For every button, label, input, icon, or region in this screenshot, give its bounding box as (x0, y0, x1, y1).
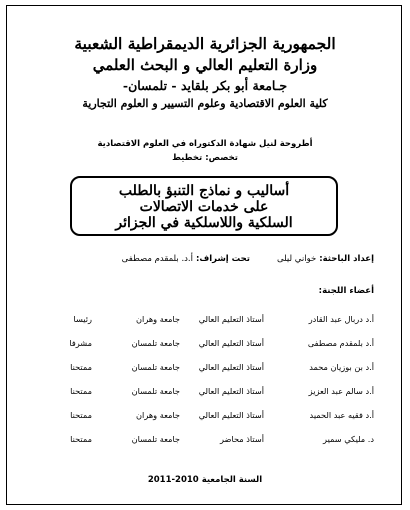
jury-member-name: أ.د دربال عبد القادر (308, 314, 374, 324)
jury-member-university: جامعة تلمسان (131, 362, 180, 372)
jury-member-rank: أستاذ محاضر (220, 434, 264, 444)
jury-member-rank: أستاذ التعليم العالي (198, 314, 264, 324)
prepared-by (277, 254, 374, 264)
jury-member-role: رئيسا (73, 314, 92, 324)
jury-row (0, 338, 410, 352)
jury-member-name: أ.د سالم عبد العزيز (308, 386, 374, 396)
jury-row (0, 434, 410, 448)
jury-member-university: جامعة وهران (136, 314, 180, 324)
jury-row (0, 314, 410, 328)
jury-title: أعضاء اللجنة: (318, 286, 374, 296)
jury-member-role: ممتحنا (70, 410, 92, 420)
jury-member-university: جامعة تلمسان (131, 338, 180, 348)
jury-row (0, 386, 410, 400)
jury-member-name: أ.د بلمقدم مصطفى (307, 338, 374, 348)
university-header: جـامعة أبو بكر بلقايد - تلمسان- (122, 78, 288, 93)
republic-header: الجمهورية الجزائرية الديمقراطية الشعبية (74, 34, 336, 53)
thesis-title-line: على خدمات الاتصالات (139, 199, 269, 215)
jury-member-rank: أستاذ التعليم العالي (198, 338, 264, 348)
jury-row (0, 362, 410, 376)
jury-member-role: ممتحنا (70, 434, 92, 444)
jury-member-rank: أستاذ التعليم العالي (198, 410, 264, 420)
jury-member-role: ممتحنا (70, 362, 92, 372)
prepared-by-label: إعداد الباحثة: (319, 254, 374, 264)
thesis-title-line: أساليب و نماذج التنبؤ بالطلب (118, 183, 290, 199)
prepared-by-name: خواني ليلى (277, 254, 317, 264)
jury-member-name: أ.د بن بوزيان محمد (309, 362, 374, 372)
supervised-by-label: تحت إشراف: (195, 254, 250, 264)
thesis-type: أطروحة لنيل شهادة الدكتوراه في العلوم الاقتصادية (97, 139, 313, 149)
jury-member-rank: أستاذ التعليم العالي (198, 386, 264, 396)
academic-year-value: 2010-2011 (147, 475, 199, 485)
jury-member-name: أ.د فقيه عبد الحميد (309, 410, 374, 420)
thesis-title-box (70, 176, 338, 236)
academic-year (0, 475, 410, 485)
jury-member-role: ممتحنا (70, 386, 92, 396)
jury-member-role: مشرفا (69, 338, 92, 348)
academic-year-label: السنة الجامعية (201, 475, 263, 485)
ministry-header: وزارة التعليم العالي و البحث العلمي (92, 56, 318, 74)
supervised-by-name: أ.د. بلمقدم مصطفى (121, 254, 193, 264)
jury-member-university: جامعة تلمسان (131, 434, 180, 444)
jury-member-university: جامعة تلمسان (131, 386, 180, 396)
jury-member-university: جامعة وهران (136, 410, 180, 420)
jury-member-rank: أستاذ التعليم العالي (198, 362, 264, 372)
faculty-header: كلية العلوم الاقتصادية وعلوم التسيير و العلوم التجارية (82, 97, 328, 110)
jury-member-name: د. مليكي سمير (323, 434, 374, 444)
thesis-title-line: السلكية واللاسلكية في الجزائر (115, 215, 293, 231)
supervised-by (122, 254, 250, 264)
thesis-specialty: تخصص: تخطيط (172, 153, 238, 163)
jury-row (0, 410, 410, 424)
